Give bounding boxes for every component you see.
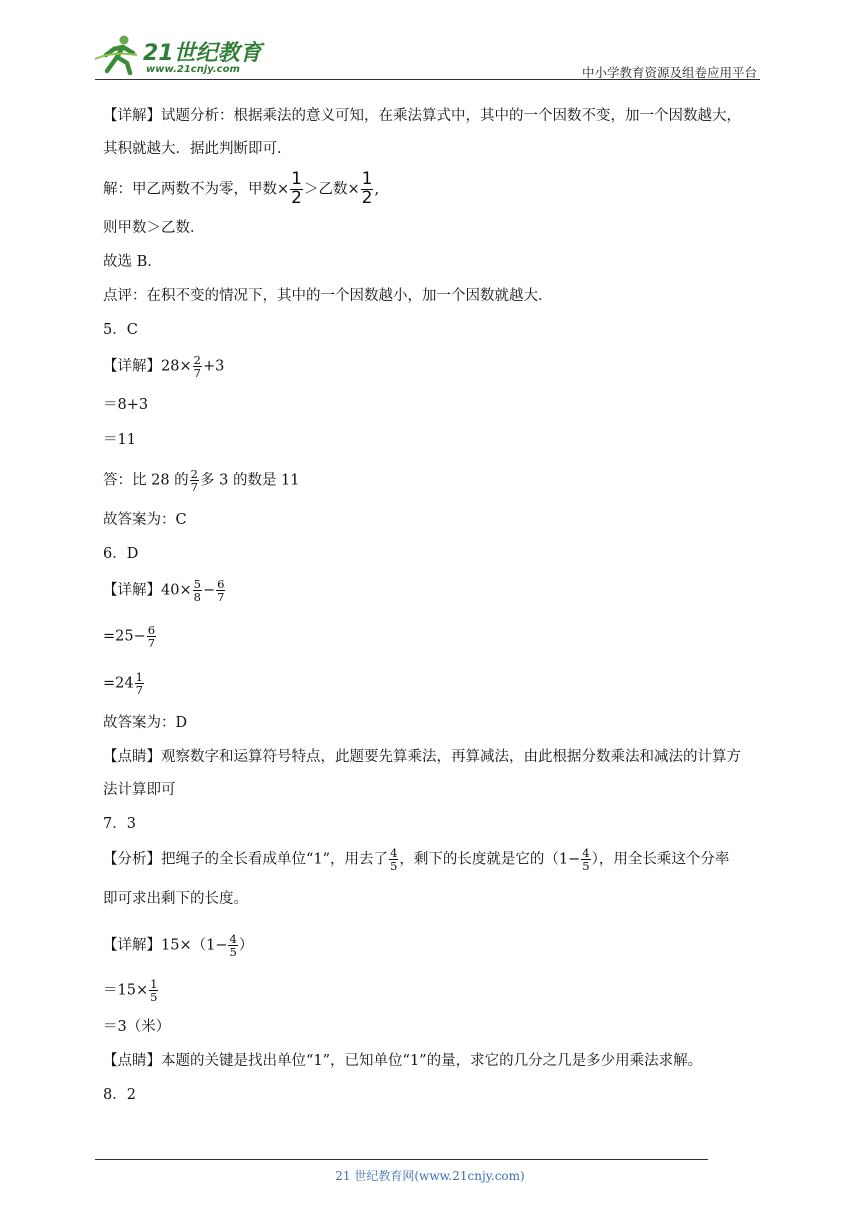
fraction bbox=[135, 671, 144, 696]
question-number: 5．C bbox=[103, 322, 138, 338]
fraction bbox=[216, 578, 225, 603]
fraction-numerator: 6 bbox=[217, 577, 225, 591]
text-span: , bbox=[374, 181, 380, 198]
text-span: ） bbox=[238, 937, 254, 954]
logo-url: www.21cnjy.com bbox=[146, 64, 240, 75]
text-line: 故答案为：C bbox=[103, 512, 187, 528]
fraction bbox=[389, 847, 398, 872]
fraction-denominator: 7 bbox=[147, 636, 156, 651]
fraction-numerator: 1 bbox=[291, 169, 302, 189]
text-span: 答：比 28 的 bbox=[103, 472, 189, 489]
fraction-numerator: 4 bbox=[229, 932, 237, 946]
fraction bbox=[190, 468, 199, 493]
fraction bbox=[290, 171, 303, 208]
text-span: =25− bbox=[103, 628, 146, 645]
logo-title: 21世纪教育 bbox=[143, 41, 262, 66]
text-line: 故答案为：D bbox=[103, 715, 188, 731]
fraction-denominator: 7 bbox=[193, 366, 201, 381]
text-line: ＝3（米） bbox=[103, 1019, 171, 1035]
text-span: ＞乙数× bbox=[303, 181, 360, 198]
fraction-numerator: 4 bbox=[390, 846, 398, 860]
runner-icon bbox=[95, 36, 137, 74]
footer-link[interactable]: 21 世纪教育网(www.21cnjy.com) bbox=[335, 1169, 525, 1183]
text-span: ＝15× bbox=[103, 982, 149, 999]
fraction-denominator: 5 bbox=[390, 859, 398, 874]
fraction bbox=[193, 578, 202, 603]
text-line bbox=[103, 578, 226, 603]
fraction bbox=[147, 624, 156, 649]
text-span: 【分析】把绳子的全长看成单位“1”，用去了 bbox=[103, 851, 389, 868]
fraction-denominator: 5 bbox=[229, 945, 237, 960]
text-span: 【详解】40× bbox=[103, 582, 192, 599]
text-line bbox=[103, 468, 300, 493]
text-line: ＝8+3 bbox=[103, 397, 149, 413]
text-line: 点评：在积不变的情况下，其中的一个因数越小，加一个因数就越大． bbox=[103, 288, 553, 304]
text-span: 【详解】28× bbox=[103, 358, 192, 375]
fraction-numerator: 4 bbox=[582, 846, 590, 860]
text-line bbox=[103, 171, 379, 208]
fraction-denominator: 2 bbox=[361, 187, 373, 208]
text-line: 【详解】试题分析：根据乘法的意义可知，在乘法算式中，其中的一个因数不变，加一个因数越大， bbox=[103, 108, 741, 124]
text-span: =24 bbox=[103, 675, 134, 692]
text-line bbox=[103, 933, 253, 958]
text-line bbox=[103, 978, 159, 1003]
fraction-numerator: 1 bbox=[361, 169, 373, 189]
text-span: ，剩下的长度就是它的（1− bbox=[399, 851, 581, 868]
fraction-denominator: 7 bbox=[135, 683, 143, 698]
fraction bbox=[228, 933, 237, 958]
fraction-denominator: 8 bbox=[193, 590, 201, 605]
fraction bbox=[149, 978, 158, 1003]
text-line bbox=[103, 624, 157, 649]
text-line: 法计算即可 bbox=[103, 782, 176, 798]
text-line: 即可求出剩下的长度。 bbox=[103, 891, 248, 907]
fraction-numerator: 2 bbox=[190, 467, 198, 481]
fraction bbox=[193, 354, 202, 379]
fraction bbox=[581, 847, 590, 872]
text-line: 则甲数＞乙数． bbox=[103, 220, 205, 236]
fraction-denominator: 7 bbox=[217, 590, 225, 605]
text-span: +3 bbox=[202, 358, 225, 375]
text-span: 多 3 的数是 11 bbox=[200, 472, 300, 489]
header-divider bbox=[95, 79, 760, 80]
text-span: ），用全长乘这个分率 bbox=[591, 851, 730, 868]
fraction bbox=[361, 171, 374, 208]
text-line: 【点睛】观察数字和运算符号特点，此题要先算乘法，再算减法，由此根据分数乘法和减法的计算方 bbox=[103, 749, 741, 765]
text-line bbox=[103, 847, 729, 872]
text-line bbox=[103, 671, 145, 696]
fraction-denominator: 7 bbox=[190, 480, 198, 495]
fraction-denominator: 5 bbox=[582, 859, 590, 874]
text-line: 其积就越大．据此判断即可． bbox=[103, 141, 292, 157]
text-line: ＝11 bbox=[103, 432, 136, 448]
question-number: 6．D bbox=[103, 546, 139, 562]
text-span: 解：甲乙两数不为零，甲数× bbox=[103, 181, 290, 198]
fraction-denominator: 2 bbox=[291, 187, 302, 208]
fraction-numerator: 2 bbox=[193, 353, 201, 367]
footer-divider bbox=[95, 1159, 708, 1160]
text-span: − bbox=[202, 582, 216, 599]
fraction-numerator: 1 bbox=[150, 977, 158, 991]
text-span: 【详解】15×（1− bbox=[103, 937, 228, 954]
text-line: 故选 B． bbox=[103, 254, 162, 270]
text-line: 【点睛】本题的关键是找出单位“1”，已知单位“1”的量，求它的几分之几是多少用乘法求解。 bbox=[103, 1053, 703, 1069]
fraction-numerator: 5 bbox=[193, 577, 201, 591]
header-platform-text: 中小学教育资源及组卷应用平台 bbox=[581, 65, 757, 80]
question-number: 7．3 bbox=[103, 816, 136, 832]
question-number: 8．2 bbox=[103, 1087, 136, 1103]
fraction-denominator: 5 bbox=[150, 990, 158, 1005]
fraction-numerator: 1 bbox=[135, 670, 143, 684]
fraction-numerator: 6 bbox=[147, 623, 156, 637]
text-line bbox=[103, 354, 224, 379]
